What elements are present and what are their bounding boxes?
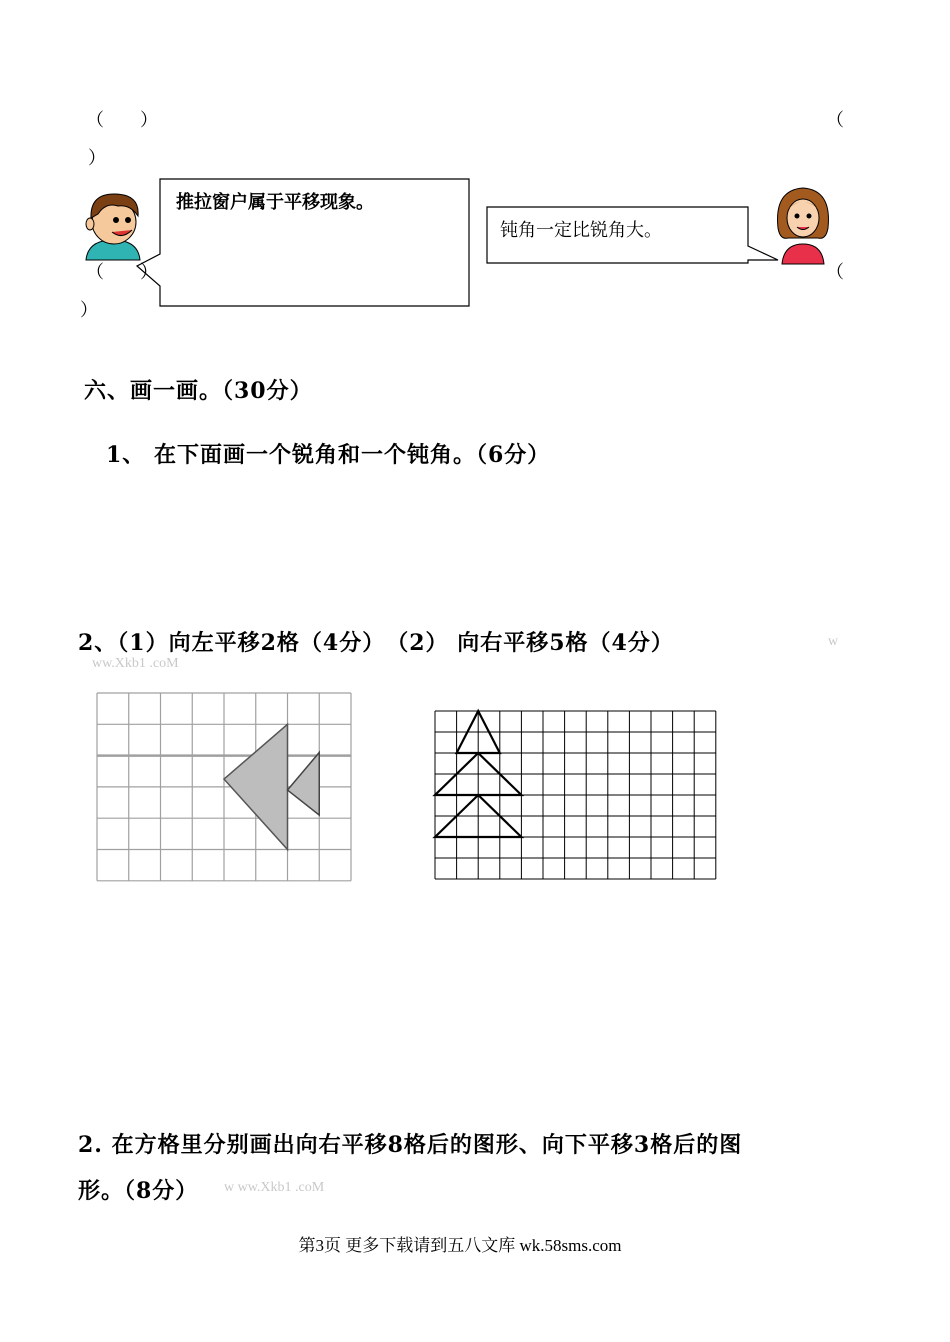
watermark-2: w ww.Xkb1 .coM (224, 1180, 325, 1195)
page-footer: 第3页 更多下载请到五八文库 wk.58sms.com (298, 1236, 622, 1255)
answer-paren-2-close: ） (88, 148, 106, 169)
girl-bubble-text: 钝角一定比锐角大。 (500, 220, 662, 241)
girl-icon (772, 184, 834, 264)
answer-paren-1: （ ） (86, 110, 158, 131)
answer-paren-3-close: ） (80, 300, 98, 321)
boy-bubble-text: 推拉窗户属于平移现象。 (176, 192, 374, 213)
question-2-text: 2、（1）向左平移2格（4分） （2） 向右平移5格（4分） (78, 630, 674, 656)
answer-paren-3-open: （ ） (86, 262, 158, 283)
question-1-text: 1、 在下面画一个锐角和一个钝角。（6分） (106, 442, 551, 468)
question-3-line-2: 形。（8分） (78, 1178, 199, 1204)
grid-right-translate (434, 710, 718, 882)
answer-paren-2-open: （ (826, 110, 844, 131)
question-3-line-1: 2. 在方格里分别画出向右平移8格后的图形、向下平移3格后的图 (78, 1132, 743, 1158)
small-triangle (288, 752, 320, 815)
watermark-1: ww.Xkb1 .coM (92, 656, 179, 671)
answer-paren-4-open: （ (826, 262, 844, 283)
grid-left-translate (96, 692, 352, 882)
section-6-title: 六、画一画。（30分） (84, 378, 313, 404)
watermark-tail: w (828, 634, 839, 649)
